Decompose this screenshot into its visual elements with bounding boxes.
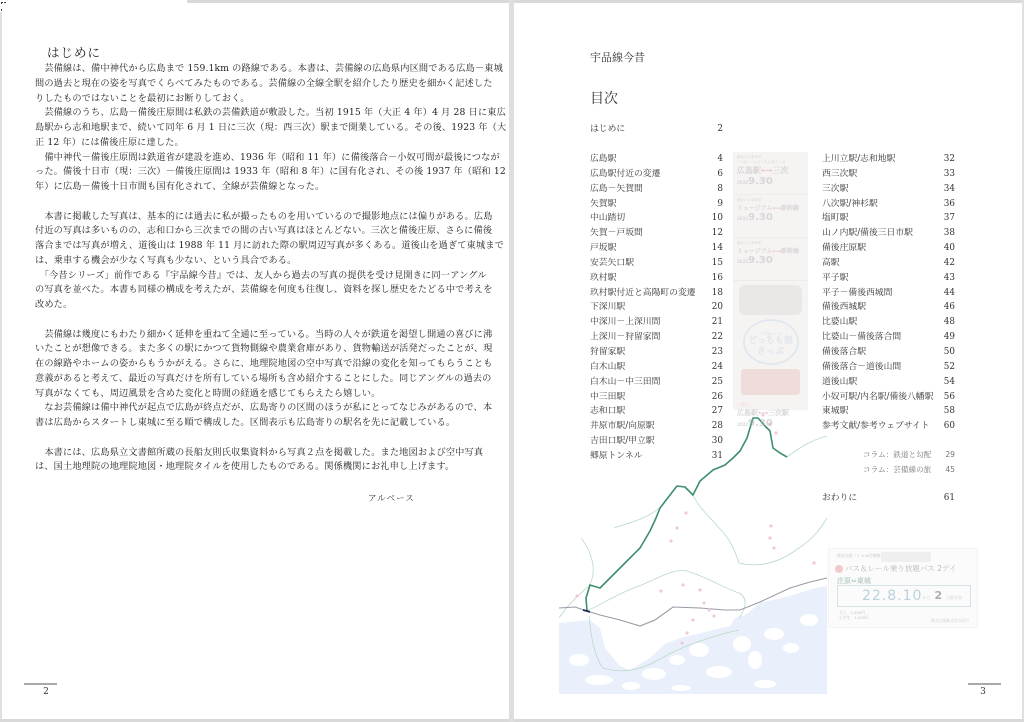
toc-entry-label: 平子駅 <box>822 272 849 283</box>
toc-entry[interactable] <box>822 211 955 226</box>
train-illustration <box>741 369 800 395</box>
toc-entry[interactable] <box>590 256 723 271</box>
toc-entry-page: 12 <box>711 228 723 239</box>
body-line: 改めた。 <box>35 299 73 310</box>
body-line: 間の過去と現在の姿を写真でくらべてみたものである。芸備線の全線全駅を紹介したり歴史を細かく記述した <box>35 77 493 89</box>
toc-entry[interactable] <box>590 286 723 301</box>
toc-entry[interactable] <box>590 434 723 449</box>
toc-entry[interactable] <box>590 419 723 434</box>
toc-entry-label: 中三田駅 <box>590 391 626 402</box>
toc-entry-label: 平子－備後西城間 <box>822 287 893 298</box>
toc-entry-label: 比婆山－備後落合間 <box>822 332 902 343</box>
toc-entry-label: 中山踏切 <box>590 213 626 224</box>
toc-entry[interactable] <box>590 345 723 360</box>
ticket-section: 備北バス乗車券 ミュージアム⟷新幹線 20229.30 <box>733 238 808 281</box>
body-line: なお芸備線は備中神代が起点で広島が終点だが、広島寄りの区間のほうが私にとってなじみがあるので、本 <box>35 402 493 414</box>
ticket-strip-image <box>733 152 808 429</box>
toc-entry[interactable] <box>822 330 955 345</box>
toc-entry-label: 道後山駅 <box>822 376 858 387</box>
body-line: の写真を並べた。本書も同様の構成を考えたが、芸備線を何度も往復し、資料を探し歴史をたどる中で考えを <box>35 284 493 296</box>
toc-entry-page: 20 <box>711 302 723 313</box>
body-line: 落合までは写真が増え、道後山は 1988 年 11 月に訪れた際の駅周辺写真が多くある。道後山を過ぎて東城まで <box>35 240 504 251</box>
toc-entry-label: 吉田口駅/甲立駅 <box>590 436 655 447</box>
page-number: 3 <box>980 687 986 697</box>
pass-ticket-image: 備北交通バス × JR芸備線 バス＆レール乗り放題パス 2デイ 庄原⇔東城 22.8.10 から 2 日間有効 大人 2,000円 小学生 1,000円 備北交通株式会社発行 <box>828 548 978 628</box>
validity-box: 22.8.10 から 2 日間有効 <box>837 585 971 607</box>
toc-entry-page: 23 <box>711 346 723 357</box>
toc-entry-label: 上深川－狩留家間 <box>590 332 661 343</box>
toc-entry-label: 塩町駅 <box>822 213 849 224</box>
toc-entry-page: 22 <box>711 332 723 343</box>
toc-entry-page: 4 <box>717 154 723 164</box>
toc-entry-page: 27 <box>711 406 723 417</box>
author-signature: アルベース <box>368 494 415 504</box>
toc-entry-label: 高駅 <box>822 257 840 268</box>
body-line: 在の線路やホームの姿からもうかがえる。さらに、地理院地図の空中写真で沿線の変化を知ってもらうことも <box>35 358 493 369</box>
toc-entry-page: 8 <box>717 183 723 194</box>
toc-entry-page: 6 <box>717 168 723 179</box>
toc-entry-label: 中深川－上深川間 <box>590 317 661 328</box>
toc-entry-label: 三次駅 <box>822 183 849 194</box>
ticket-section: 備北バス乗車券 バス&レールどっちも割きっぷ 広島駅⟷三次 20229.30 <box>733 152 808 195</box>
ticket-section: ご案内 広島駅⟷三次駅 20229.30 <box>737 402 790 429</box>
toc-entry-label: 安芸矢口駅 <box>590 257 634 268</box>
toc-entry[interactable] <box>590 315 723 330</box>
body-line: 「今昔シリーズ」前作である『宇品線今昔』では、友人から過去の写真の提供を受け見開きに同一アングル <box>35 269 487 281</box>
body-line: いたことが想像できる。また多くの駅にかつて貨物側線や農業倉庫があり、貨物輸送が活発だったことが、現 <box>35 343 493 355</box>
toc-entry[interactable] <box>822 300 955 315</box>
toc-entry-page: 46 <box>943 302 955 313</box>
toc-entry-page: 43 <box>943 272 955 283</box>
toc-entry-label: 志和口駅 <box>590 406 626 417</box>
toc-entry[interactable] <box>590 390 723 405</box>
toc-entry-label: 玖村駅 <box>590 272 617 283</box>
footer-rule <box>24 683 57 685</box>
toc-entry-label: 広島駅 <box>590 154 617 164</box>
body-line: 意義があると考えて、最近の写真だけを所有している場所も含め紹介することにした。同じアングルの過去の <box>35 372 492 384</box>
intro-body <box>35 62 507 475</box>
toc-entry-label: 備後西城駅 <box>822 302 866 313</box>
body-line: りしたものではないことを最初にお断りしておく。 <box>35 92 250 104</box>
body-line <box>35 431 480 446</box>
toc-entry-page: 58 <box>943 406 955 417</box>
toc-entry-page: 14 <box>711 243 723 254</box>
toc-entry-label: 戸坂駅 <box>590 243 617 254</box>
toc-columns <box>863 447 955 477</box>
toc-entry-page: 49 <box>943 332 955 343</box>
toc-entry[interactable] <box>822 241 955 256</box>
footer-rule <box>968 683 1001 685</box>
toc-entry-outro[interactable]: おわりに 61 <box>822 493 955 503</box>
toc-entry-label: 東城駅 <box>822 406 849 417</box>
toc-entry-label: 白木山－中三田間 <box>590 376 661 387</box>
toc-entry-page: 40 <box>943 243 955 254</box>
toc-entry-page: 33 <box>943 168 955 179</box>
toc-entry[interactable] <box>590 271 723 286</box>
toc-entry[interactable] <box>822 404 955 419</box>
intro-heading: はじめに <box>47 45 102 60</box>
toc-entry-label: コラム：芸備線の旅 <box>863 465 932 474</box>
body-line: 年）に広島－備後十日市間も国有化されて、全線が芸備線となった。 <box>35 181 325 192</box>
bus-illustration <box>739 285 802 315</box>
toc-entry[interactable] <box>822 315 955 330</box>
toc-entry-page: 9 <box>717 198 723 209</box>
toc-entry-page: 25 <box>711 376 723 387</box>
toc-entry-page: 24 <box>711 361 723 372</box>
body-line: 付近の写真は多いものの、志和口から三次までの間の古い写真はほとんどない。三次と備後庄原、さらに備後 <box>35 225 493 237</box>
toc-entry[interactable] <box>822 390 955 405</box>
body-line: 本書には、広島県立文書館所蔵の長船友則氏収集資料から写真２点を掲載した。また地図および空中写真 <box>35 446 484 458</box>
body-line: 書は広島からスタートし東城に至る順で構成した。区間表示も広島寄りの駅名を先に記載している。 <box>35 417 456 428</box>
body-line: は、国土地理院の地理院地図・地理院タイルを使用したものである。関係機関にお礼申し上げます。 <box>35 461 455 473</box>
bus-illustration <box>881 552 931 562</box>
toc-entry[interactable] <box>590 404 723 419</box>
toc-entry-label: 玖村駅付近と高陽町の変遷 <box>590 287 696 298</box>
toc-entry[interactable] <box>590 300 723 315</box>
toc-column-entry[interactable] <box>863 462 955 477</box>
toc-entry-page: 21 <box>711 317 723 328</box>
toc-entry-label: 八次駅/神杉駅 <box>822 198 878 209</box>
toc-entry-label: 白木山駅 <box>590 361 626 372</box>
toc-entry-label: 備後落合駅 <box>822 346 866 357</box>
toc-entry-page: 16 <box>711 272 723 283</box>
toc-entry-page: 26 <box>711 391 723 402</box>
body-line: 写真がなくても、周辺風景を含めた変化と時間の経過を感じてもらえたら嬉しい。 <box>35 387 381 399</box>
body-line <box>35 313 480 328</box>
toc-entry-page: 29 <box>945 450 955 459</box>
body-line: 芸備線は、備中神代から広島まで 159.1km の路線である。本書は、芸備線の広島県内区間である広島－東城 <box>35 63 503 74</box>
toc-entry-page: 18 <box>711 287 723 298</box>
toc-entry-label: 井原市駅/向原駅 <box>590 421 655 432</box>
toc-entry-label: 下深川駅 <box>590 302 626 313</box>
toc-entry[interactable] <box>590 360 723 375</box>
toc-entry[interactable] <box>590 241 723 256</box>
toc-entry-page: 48 <box>943 317 955 328</box>
toc-entry[interactable] <box>822 226 955 241</box>
toc-title: 目次 <box>590 91 618 107</box>
logo-icon <box>835 565 843 573</box>
toc-entry-page: 50 <box>943 346 955 357</box>
book-title: 宇品線今昔 <box>590 51 645 64</box>
toc-entry[interactable] <box>590 375 723 390</box>
toc-entry-page: 34 <box>943 183 955 194</box>
toc-entry-label: コラム：鉄道と勾配 <box>863 450 932 459</box>
toc-right-column <box>822 152 955 434</box>
toc-entry[interactable] <box>822 152 955 167</box>
toc-entry-page: 36 <box>943 198 955 209</box>
toc-entry[interactable] <box>590 152 723 167</box>
toc-entry[interactable] <box>822 286 955 301</box>
toc-entry-page: 54 <box>943 376 955 387</box>
toc-entry[interactable] <box>590 330 723 345</box>
toc-entry-label: 山ノ内駅/備後三日市駅 <box>822 228 913 239</box>
toc-entry-page: 37 <box>943 213 955 224</box>
ticket-stamp: バス&レール どっちも割きっぷ <box>743 319 799 365</box>
toc-left-column <box>590 152 723 464</box>
toc-entry-page: 45 <box>945 465 955 474</box>
toc-entry[interactable] <box>590 182 723 197</box>
toc-entry-label: 上川立駅/志和地駅 <box>822 154 896 164</box>
toc-entry-page: 30 <box>711 436 723 447</box>
ticket-section: 備北バス乗車券 ミュージアム⟷新幹線 20229.30 <box>733 195 808 238</box>
toc-entry[interactable] <box>822 271 955 286</box>
toc-entry-page: 52 <box>943 361 955 372</box>
toc-entry-label: 広島駅付近の変遷 <box>590 168 661 179</box>
toc-entry-page: 38 <box>943 228 955 239</box>
body-line: 本書に掲載した写真は、基本的には過去に私が撮ったものを用いているので撮影地点には偏りがある。広島 <box>35 210 493 222</box>
toc-entry[interactable] <box>822 167 955 182</box>
toc-entry-label: 小奴可駅/内名駅/備後八幡駅 <box>822 391 934 402</box>
toc-entry-page: 60 <box>943 421 955 432</box>
toc-entry[interactable] <box>590 226 723 241</box>
toc-entry-page: 44 <box>943 287 955 298</box>
body-line: は、乗車する機会が少なく写真も少ない、という具合である。 <box>35 254 297 266</box>
toc-entry[interactable] <box>822 360 955 375</box>
toc-entry-page: 32 <box>943 154 955 164</box>
toc-entry[interactable] <box>590 449 723 464</box>
toc-entry-page: 31 <box>711 450 723 461</box>
body-line <box>35 195 480 210</box>
toc-entry[interactable] <box>822 182 955 197</box>
toc-entry[interactable] <box>590 167 723 182</box>
toc-entry-label: 広島－矢賀間 <box>590 183 643 194</box>
toc-entry[interactable] <box>590 197 723 212</box>
toc-column-entry[interactable] <box>863 447 955 462</box>
toc-entry-label: 参考文献/参考ウェブサイト <box>822 421 930 432</box>
toc-entry-page: 15 <box>711 257 723 268</box>
toc-entry[interactable] <box>590 211 723 226</box>
toc-entry-label: 備後落合－道後山間 <box>822 361 902 372</box>
page-number: 2 <box>43 687 49 697</box>
toc-entry-label: 備後庄原駅 <box>822 243 866 254</box>
toc-entry-page: 28 <box>711 421 723 432</box>
body-line: 芸備線は幾度にもわたり細かく延伸を重ねて全通に至っている。当時の人々が鉄道を渇望し開通の喜びに沸 <box>35 328 493 340</box>
page-3 <box>514 3 1022 719</box>
toc-entry-label: 比婆山駅 <box>822 317 858 328</box>
toc-entry-label: 狩留家駅 <box>590 346 626 357</box>
toc-entry[interactable] <box>822 256 955 271</box>
body-line: 正 12 年）には備後庄原に達した。 <box>35 136 184 148</box>
body-line: 島駅から志和地駅まで、続いて同年 6 月 1 日に三次（現：西三次）駅まで開業している。その後、1923 年（大 <box>35 122 507 133</box>
toc-entry-label: 郷原トンネル <box>590 450 643 461</box>
body-line: 芸備線のうち、広島－備後庄原間は私鉄の芸備鉄道が敷設した。当初 1915 年（大正 4 年）4 月 28 日に東広 <box>35 107 506 119</box>
toc-entry-label: 矢賀－戸坂間 <box>590 228 643 239</box>
page-2 <box>2 3 509 719</box>
toc-entry[interactable] <box>822 197 955 212</box>
toc-entry-intro[interactable]: はじめに 2 <box>590 124 723 134</box>
toc-entry-label: 矢賀駅 <box>590 198 617 209</box>
body-line: 備中神代－備後庄原間は鉄道省が建設を進め、1936 年（昭和 11 年）に備後落合－小奴可間が最後につなが <box>35 151 500 163</box>
toc-entry-label: 西三次駅 <box>822 168 858 179</box>
toc-entry[interactable] <box>822 345 955 360</box>
toc-entry-page: 42 <box>943 257 955 268</box>
toc-entry[interactable] <box>822 375 955 390</box>
body-line: った。備後十日市（現：三次）－備後庄原間は 1933 年（昭和 8 年）に国有化され、その後 1937 年（昭和 12 <box>35 166 506 178</box>
toc-entry[interactable] <box>822 419 955 434</box>
toc-entry-page: 56 <box>943 391 955 402</box>
toc-entry-page: 10 <box>711 213 723 224</box>
